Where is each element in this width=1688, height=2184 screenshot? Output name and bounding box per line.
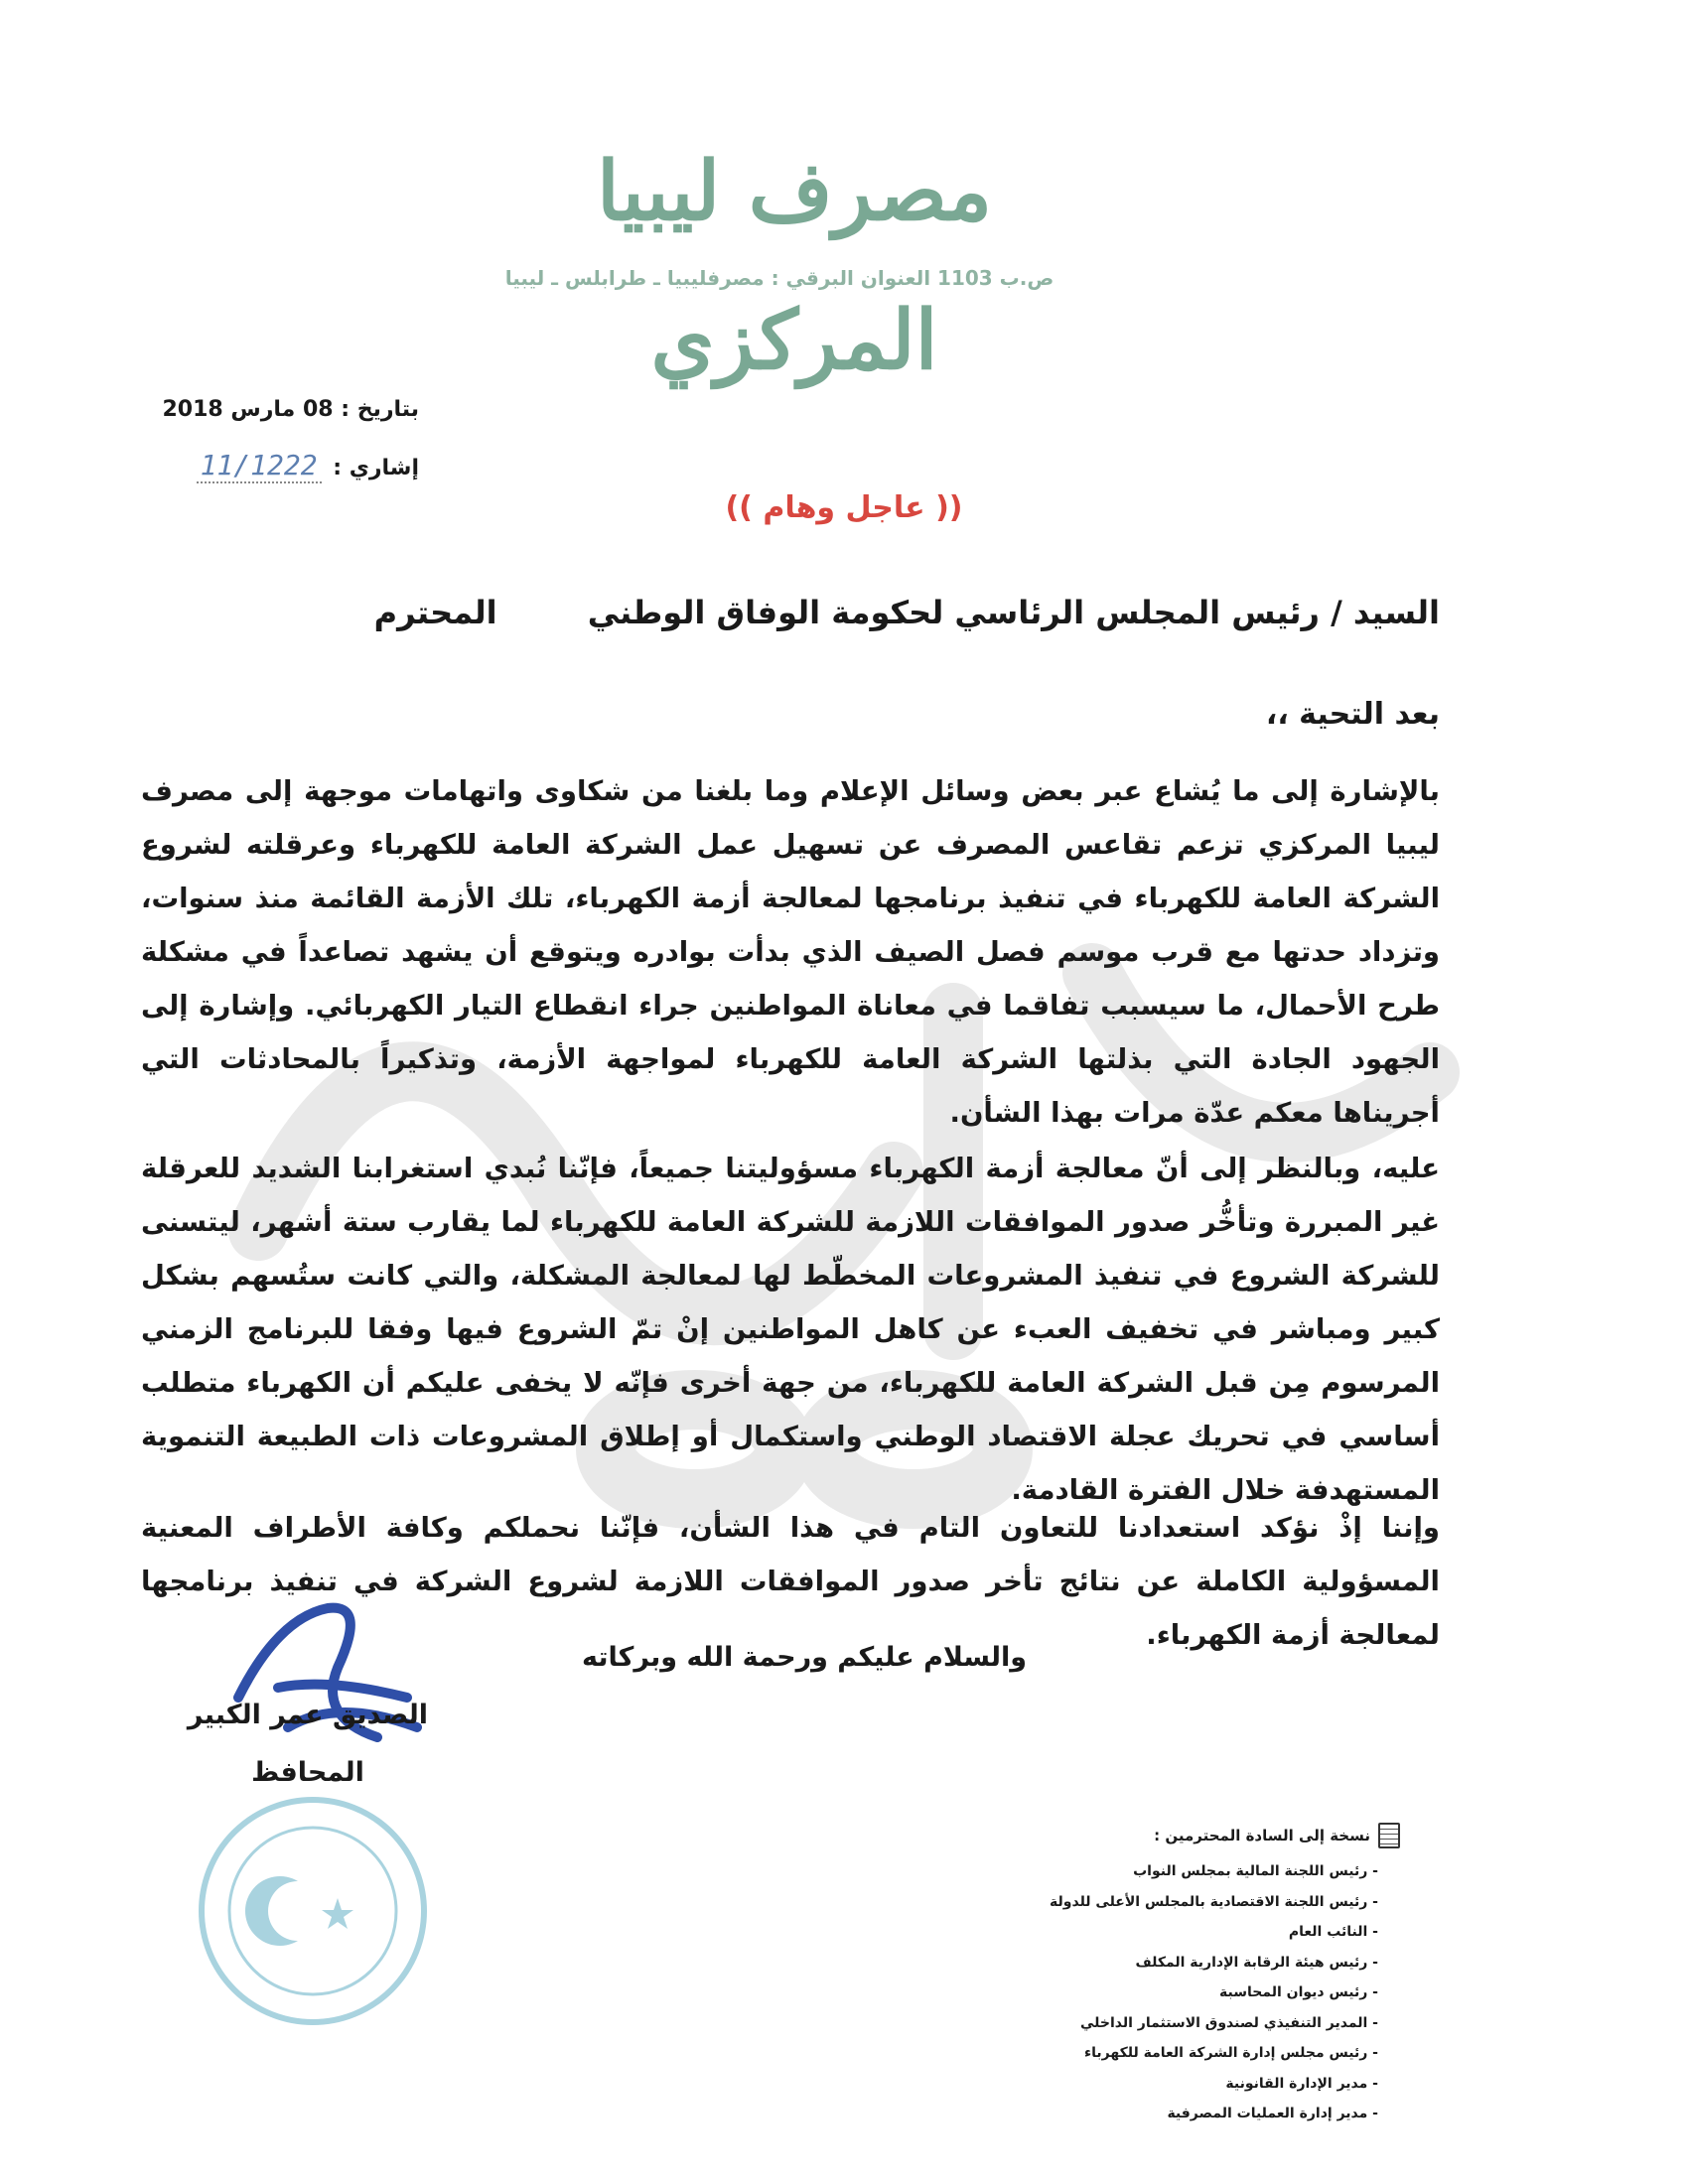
- bank-address: ص.ب 1103 العنوان البرقي : مصرفليبيا ـ طرابلس ـ ليبيا: [504, 266, 1055, 290]
- body-paragraph-3: وإننا إذْ نؤكد استعدادنا للتعاون التام في هذا الشأن، فإنّنا نحملكم وكافة الأطراف المعنية المسؤولية الكاملة عن نتائج تأخر صدور الموافقات اللازمة لشروع الشركة في تنفيذ برنامجها لمعالجة أزمة الكهرباء.: [141, 1512, 1440, 1651]
- document-icon: [1378, 1823, 1400, 1848]
- cc-item: - مدير إدارة العمليات المصرفية: [983, 2099, 1378, 2129]
- date-label: بتاريخ :: [341, 397, 419, 422]
- signatory-name: الصديق عمر الكبير: [187, 1700, 429, 1730]
- cc-header: [983, 1823, 1400, 1848]
- date-value: 08 مارس 2018: [162, 397, 334, 422]
- addressee-title: السيد / رئيس المجلس الرئاسي لحكومة الوفاق الوطني: [587, 594, 1440, 631]
- reference-label: إشاري :: [333, 456, 419, 480]
- cc-item: - رئيس هيئة الرقابة الإدارية المكلف: [983, 1948, 1378, 1979]
- cc-block: [983, 1823, 1400, 2129]
- reference-value: 11/1222: [197, 449, 322, 483]
- greeting: بعد التحية ،،: [1265, 697, 1440, 732]
- body-paragraph-1: بالإشارة إلى ما يُشاع عبر بعض وسائل الإعلام وما بلغنا من شكاوى واتهامات موجهة إلى مصرف ليبيا المركزي تزعم تقاعس المصرف عن تسهيل عمل الشركة العامة للكهرباء وعرقلته لشروع الشركة العامة للكهرباء في تنفيذ برنامجها لمعالجة أزمة الكهرباء، تلك الأزمة القائمة منذ سنوات، وتزداد حدتها مع قرب موسم فصل الصيف الذي بدأت بوادره ويتوقع أن يشهد تصاعداً في مشكلة طرح الأحمال، ما سيسبب تفاقما في معاناة المواطنين جراء انقطاع التيار الكهربائي. وإشارة إلى الجهود الجادة التي بذلتها الشركة العامة للكهرباء لمواجهة الأزمة، وتذكيراً بالمحادثات التي أجريناها معكم عدّة مرات بهذا الشأن.: [141, 775, 1440, 1129]
- official-stamp: [189, 1787, 437, 2035]
- reference-line: [197, 449, 419, 481]
- signatory-title: المحافظ: [251, 1757, 364, 1788]
- body-paragraph-2: عليه، وبالنظر إلى أنّ معالجة أزمة الكهرباء مسؤوليتنا جميعاً، فإنّنا نُبدي استغرابنا الشديد للعرقلة غير المبررة وتأخُّر صدور الموافقات اللازمة للشركة العامة للكهرباء لما يقارب ستة أشهر، ليتسنى للشركة الشروع في تنفيذ المشروعات المخطّط لها لمعالجة المشكلة، والتي كانت ستُسهم بشكل كبير ومباشر في تخفيف العبء عن كاهل المواطنين إنْ تمّ الشروع فيها وفقا للبرنامج الزمني المرسوم مِن قبل الشركة العامة للكهرباء، من جهة أخرى فإنّه لا يخفى عليكم أن الكهرباء متطلب أساسي في تحريك عجلة الاقتصاد الوطني واستكمال أو إطلاق المشروعات ذات الطبيعة التنموية المستهدفة خلال الفترة القادمة.: [141, 1153, 1440, 1506]
- handwritten-signature: [218, 1578, 437, 1767]
- cc-item: - رئيس ديوان المحاسبة: [983, 1978, 1378, 2008]
- urgent-label: (( عاجل وهام )): [725, 490, 963, 525]
- cc-list: [983, 1856, 1400, 2129]
- date-line: [162, 397, 419, 422]
- cc-header-label: نسخة إلى السادة المحترمين :: [1154, 1827, 1370, 1844]
- cc-item: - مدير الإدارة القانونية: [983, 2069, 1378, 2100]
- cc-item: - رئيس اللجنة المالية بمجلس النواب: [983, 1856, 1378, 1887]
- cc-item: - النائب العام: [983, 1917, 1378, 1948]
- closing-salutation: والسلام عليكم ورحمة الله وبركاته: [581, 1642, 1028, 1673]
- bank-logo: مصرف ليبيا المركزي: [596, 144, 993, 388]
- addressee-honorific: المحترم: [373, 594, 497, 631]
- cc-item: - رئيس اللجنة الاقتصادية بالمجلس الأعلى للدولة: [983, 1887, 1378, 1918]
- addressee-line: [373, 594, 1440, 631]
- cc-item: - المدير التنفيذي لصندوق الاستثمار الداخلي: [983, 2008, 1378, 2039]
- cc-item: - رئيس مجلس إدارة الشركة العامة للكهرباء: [983, 2038, 1378, 2069]
